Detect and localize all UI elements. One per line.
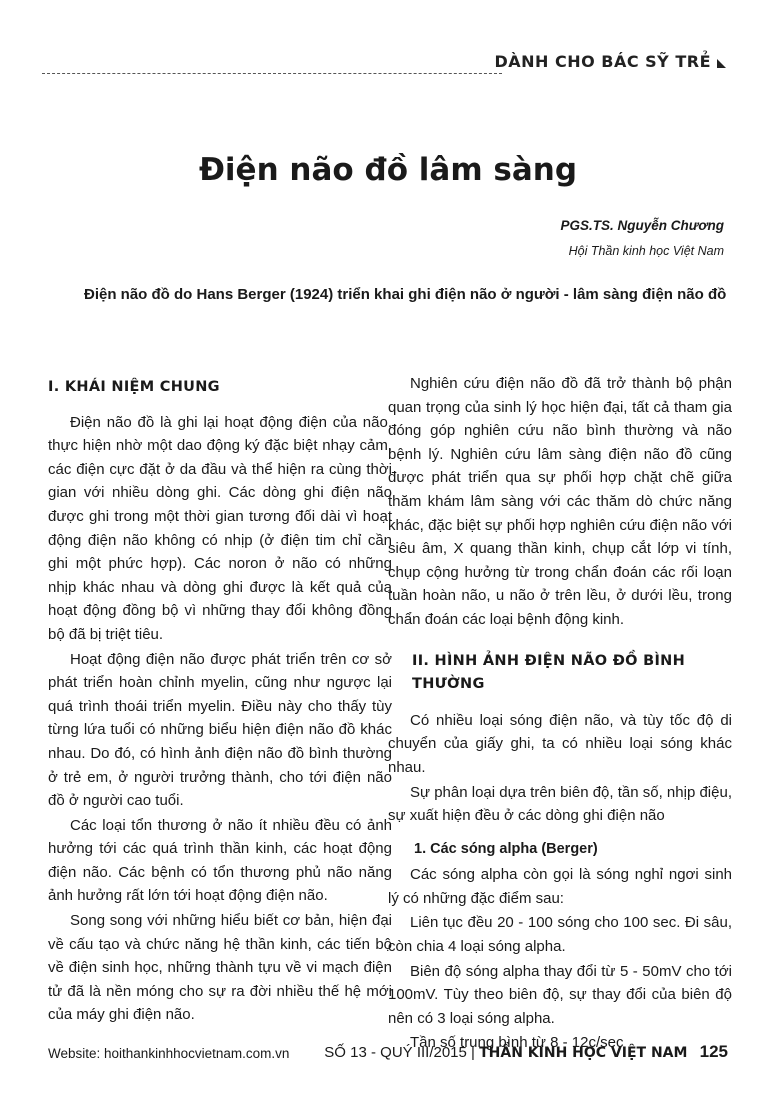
footer-issue [324, 1042, 728, 1062]
right-column [388, 372, 732, 1055]
paragraph: Các loại tổn thương ở não ít nhiều đều có ảnh hưởng tới các quá trình thần kinh, các hoạt động điện não. Các bệnh có tổn thương phủ não năng ảnh hưởng rất lớn tới hoạt động điện não. [48, 816, 392, 905]
section-heading-1: I. KHÁI NIỆM CHUNG [48, 379, 220, 395]
paragraph: Biên độ sóng alpha thay đổi từ 5 - 50mV cho tới 100mV. Tùy theo biên độ, sự thay đổi của biên độ nên có 3 loại sóng alpha. [388, 962, 732, 1027]
issue-number: SỐ 13 - QUÝ III/2015 | [324, 1044, 475, 1061]
paragraph: Các sóng alpha còn gọi là sóng nghỉ ngơi sinh lý có những đặc điểm sau: [388, 866, 732, 907]
author-name: PGS.TS. Nguyễn Chương [560, 218, 724, 233]
left-column [48, 372, 392, 1027]
corner-arrow-icon [717, 59, 726, 68]
paragraph: Hoạt động điện não được phát triển trên cơ sở phát triển hoàn chỉnh myelin, cũng như ngược lại quá trình thoái triển myelin. Điều này cho thấy tùy từng lứa tuổi có những biểu hiện điện não đồ khác nhau. Do đó, có hình ảnh điện não đồ bình thường ở trẻ em, ở người trưởng thành, cho tới điện não đồ ở người cao tuổi. [48, 650, 392, 810]
article-title: Điện não đồ lâm sàng [198, 152, 578, 188]
page-number: 125 [699, 1042, 728, 1061]
section-heading-2: II. HÌNH ẢNH ĐIỆN NÃO ĐỒ BÌNH THƯỜNG [412, 652, 686, 693]
journal-name: THẦN KINH HỌC VIỆT NAM [479, 1045, 688, 1061]
header-rule [42, 73, 502, 74]
paragraph: Sự phân loại dựa trên biên độ, tần số, nhịp điệu, sự xuất hiện đều ở các dòng ghi điện não [388, 783, 732, 825]
paragraph: Có nhiều loại sóng điện não, và tùy tốc độ di chuyển của giấy ghi, ta có nhiều loại sóng khác nhau. [388, 711, 732, 776]
paragraph: Liên tục đều 20 - 100 sóng cho 100 sec. Đi sâu, còn chia 4 loại sóng alpha. [388, 914, 732, 956]
subsection-heading: 1. Các sóng alpha (Berger) [414, 840, 598, 857]
paragraph: Nghiên cứu điện não đồ đã trở thành bộ phận quan trọng của sinh lý học hiện đại, tất cả tham gia đóng góp nghiên cứu não bình thường và não bệnh lý. Nghiên cứu lâm sàng điện não đồ cũng được phát triển qua sự phối hợp chặt chẽ giữa thăm khám lâm sàng với các thăm dò chức năng khác, đặc biệt sự phối hợp nghiên cứu điện não với siêu âm, X quang thần kinh, chụp cắt lớp vi tính, chụp cộng hưởng từ trong chẩn đoán các rối loạn tuần hoàn não, u não ở trên lều, ở dưới lều, trong chẩn đoán các loại bệnh động kinh. [388, 375, 732, 628]
paragraph: Điện não đồ là ghi lại hoạt động điện của não, thực hiện nhờ một dao động ký đặc biệt nhạy cảm, các điện cực đặt ở da đầu và thể hiện ra cùng thời gian với nhiều dòng ghi. Các dòng ghi điện não được ghi trong một thời gian tương đối dài vì hoạt động điện não không có nhịp (ở điện tim chỉ cần ghi một phức hợp). Các noron ở não có những nhịp khác nhau và dòng ghi được là kết quả của hoạt động đồng bộ vì những thay đổi không đồng bộ đã bị triệt tiêu. [48, 413, 392, 643]
footer-website: Website: hoithankinhhocvietnam.com.vn [48, 1046, 290, 1061]
section-tag: DÀNH CHO BÁC SỸ TRẺ [494, 52, 726, 71]
paragraph: Song song với những hiểu biết cơ bản, hiện đại về cấu tạo và chức năng hệ thần kinh, các tiến bộ về điện sinh học, những thành tựu về vi mạch điện tử đã là nền móng cho sự ra đời nhiều thế hệ mới của máy ghi điện não. [48, 912, 392, 1024]
author-affiliation: Hội Thần kinh học Việt Nam [568, 244, 724, 258]
paragraph: Tần số trung bình từ 8 - 12c/sec [410, 1034, 624, 1052]
lead-text: Điện não đồ do Hans Berger (1924) triển khai ghi điện não ở người - lâm sàng điện não đồ [84, 286, 727, 303]
